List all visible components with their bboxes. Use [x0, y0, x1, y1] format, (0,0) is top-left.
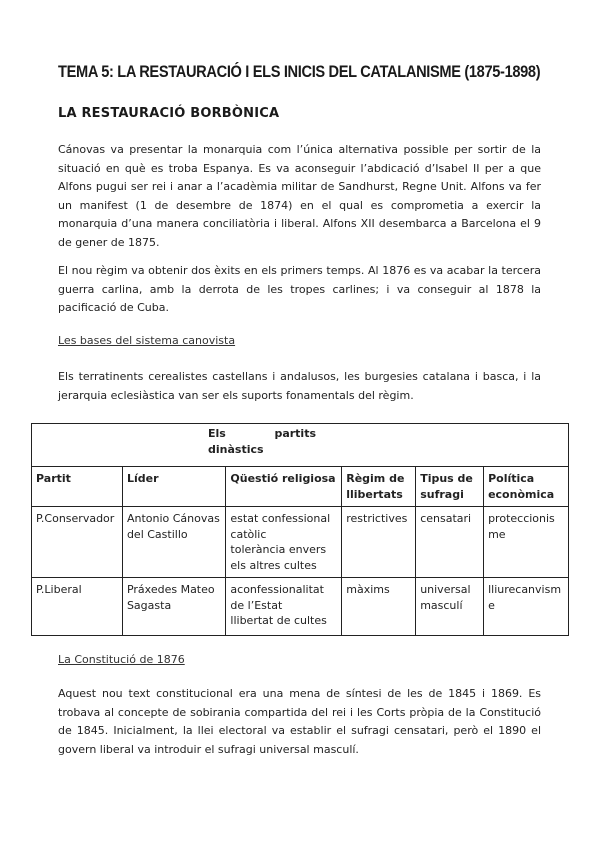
paragraph-constitution: Aquest nou text constitucional era una mena de síntesi de les de 1845 i 1869. Es trobava al concepte de sobirania compartida del rei i les Corts pròpia de la Constitució de 1845. Inicialment, la llei electoral va establir el sufragi censatari, però el 1890 el govern liberal va introduir el sufragi universal masculí.	[58, 687, 541, 756]
table-caption: Els partits dinàstics	[208, 427, 316, 456]
parties-table	[31, 423, 569, 636]
cell-questio-line2: llibertat de cultes	[230, 614, 327, 627]
header-politica: Política econòmica	[484, 467, 569, 507]
header-regim: Règim de llibertats	[342, 467, 416, 507]
paragraph-successes: El nou règim va obtenir dos èxits en els primers temps. Al 1876 es va acabar la tercera guerra carlina, amb la derrota de les tropes carlines; i va conseguir al 1878 la pacificació de Cuba.	[58, 264, 541, 315]
paragraph-intro: Cánovas va presentar la monarquia com l’única alternativa possible per sortir de la situació en què es troba Espanya. Es va aconseguir l’abdicació d’Isabel II per a que Alfons pugui ser rei i anar a l’acadèmia militar de Sandhurst, Regne Unit. Alfons va fer un manifest (1 de desembre de 1874) en el qual es comprometia a exercir la monarquia d’una manera conciliatòria i liberal. Alfons XII desembarca a Barcelona el 9 de gener de 1875.	[58, 143, 541, 249]
cell-partit: P.Liberal	[32, 578, 123, 636]
cell-questio-line1: estat confessional catòlic	[230, 512, 331, 541]
table-header-row	[32, 467, 569, 507]
section-heading: LA RESTAURACIÓ BORBÒNICA	[58, 106, 280, 121]
cell-partit: P.Conservador	[32, 507, 123, 578]
cell-questio	[226, 507, 342, 578]
header-sufragi: Tipus de sufragi	[416, 467, 484, 507]
table-caption-row	[32, 424, 569, 467]
cell-lider: Práxedes Mateo Sagasta	[122, 578, 225, 636]
cell-politica: lliurecanvisme	[484, 578, 569, 636]
header-lider: Líder	[122, 467, 225, 507]
cell-lider: Antonio Cánovas del Castillo	[122, 507, 225, 578]
cell-politica: proteccionisme	[484, 507, 569, 578]
document-title: TEMA 5: LA RESTAURACIÓ I ELS INICIS DEL CATALANISME (1875-1898)	[58, 62, 541, 81]
cell-questio	[226, 578, 342, 636]
table-row	[32, 507, 569, 578]
table-row	[32, 578, 569, 636]
header-partit: Partit	[32, 467, 123, 507]
header-questio: Qüestió religiosa	[226, 467, 342, 507]
subheading-constitucio: La Constitució de 1876	[58, 653, 185, 666]
paragraph-supports: Els terratinents cerealistes castellans i andalusos, les burgesies catalana i basca, i la jerarquia eclesiàstica van ser els suports fonamentals del règim.	[58, 370, 541, 402]
cell-questio-line2: tolerància envers els altres cultes	[230, 543, 327, 572]
subheading-bases: Les bases del sistema canovista	[58, 334, 236, 347]
cell-regim: restrictives	[342, 507, 416, 578]
cell-regim: màxims	[342, 578, 416, 636]
cell-sufragi: censatari	[416, 507, 484, 578]
cell-questio-line1: aconfessionalitat de l’Estat	[230, 583, 324, 612]
cell-sufragi: universal masculí	[416, 578, 484, 636]
